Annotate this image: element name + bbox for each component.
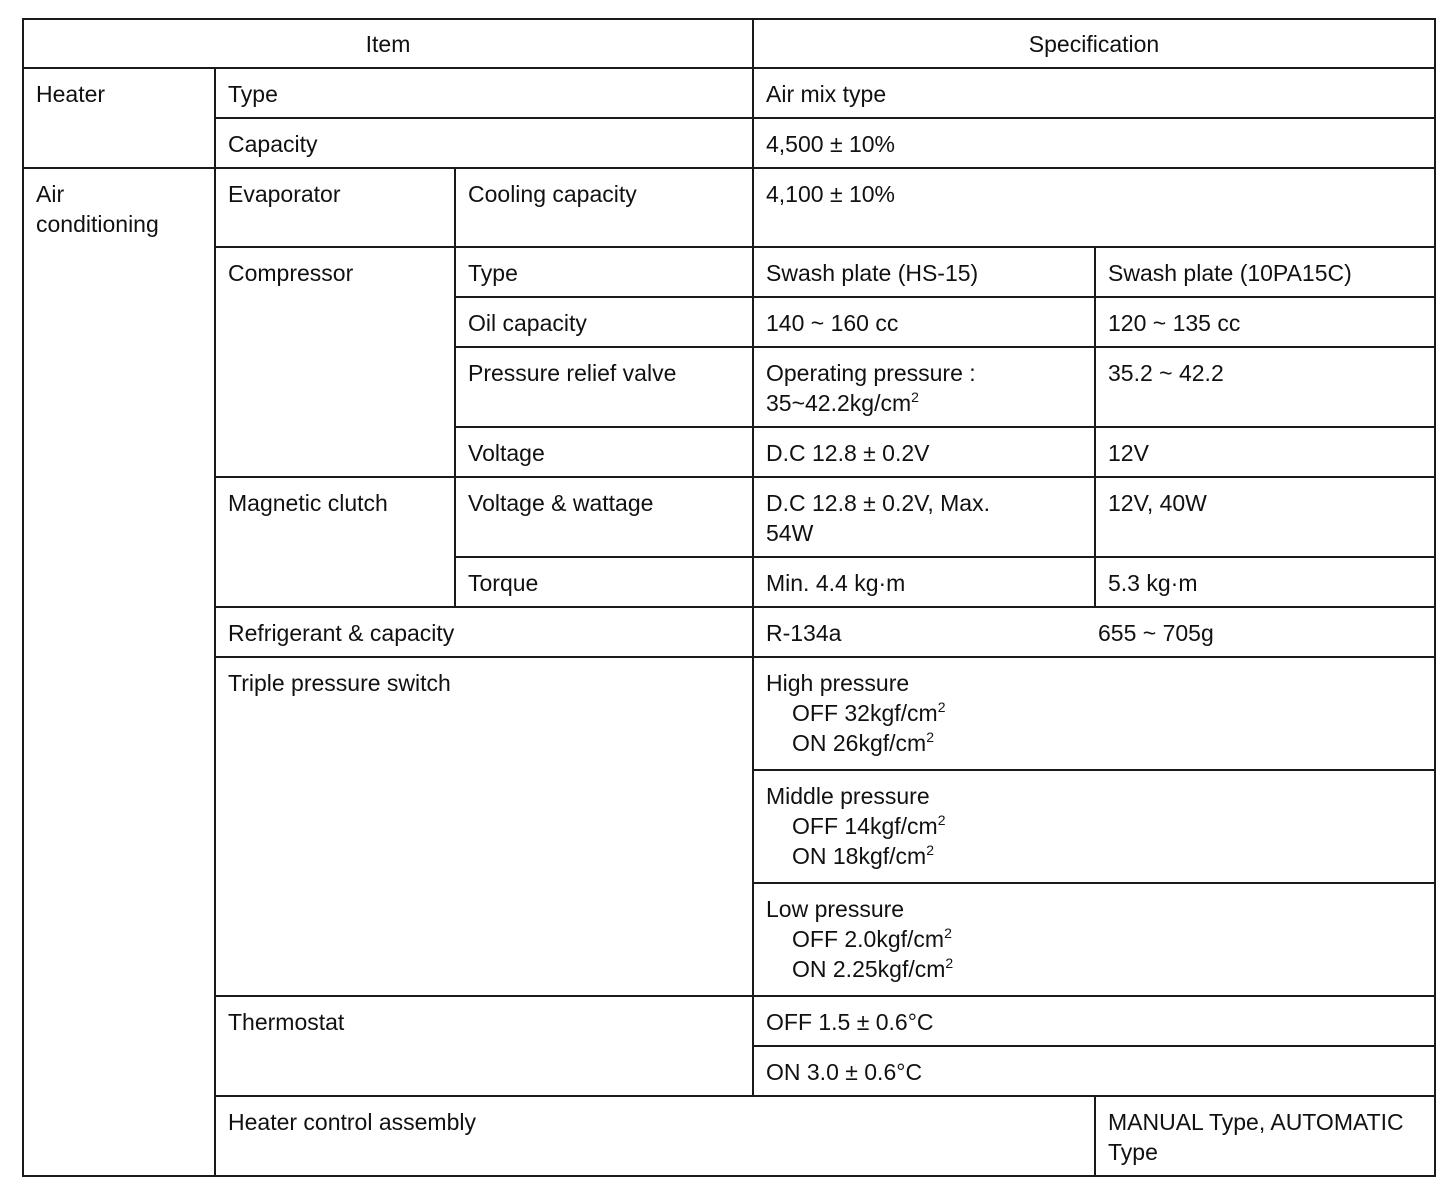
header-specification: Specification (753, 19, 1435, 68)
pressure-relief-a-line1: Operating pressure : (766, 360, 976, 386)
refrigerant-value (753, 607, 1435, 657)
pressure-relief-a (753, 347, 1095, 427)
pressure-relief-a-line2: $35\sim 42.2kg/cm^2$ (766, 389, 919, 416)
thermostat-on: ON 3.0 ± 0.6°C (753, 1046, 1435, 1096)
voltage-b: 12V (1095, 427, 1435, 477)
table-row (23, 996, 1435, 1046)
heater-capacity-label: Capacity (215, 118, 753, 168)
thermostat-label: Thermostat (215, 996, 753, 1096)
table-row (23, 168, 1435, 247)
evaporator-label: Evaporator (215, 168, 455, 247)
heater-control-label: Heater control assembly (215, 1096, 1095, 1176)
torque-b: 5.3 kg·m (1095, 557, 1435, 607)
heater-type-value: Air mix type (753, 68, 1435, 118)
cooling-capacity-label: Cooling capacity (455, 168, 753, 247)
table-row (23, 68, 1435, 118)
table-row (23, 477, 1435, 557)
high-pressure-on: ON $26kgf/cm^2$ (792, 729, 935, 756)
middle-pressure-on: ON $18kgf/cm^2$ (792, 842, 935, 869)
compressor-type-a: Swash plate (HS-15) (753, 247, 1095, 297)
oil-capacity-label: Oil capacity (455, 297, 753, 347)
low-pressure-cell (753, 883, 1435, 996)
middle-pressure-off: OFF $14kgf/cm^2$ (792, 812, 946, 839)
voltage-label: Voltage (455, 427, 753, 477)
low-pressure-title: Low pressure (766, 896, 905, 922)
air-conditioning-label (23, 168, 215, 1176)
voltage-wattage-a (753, 477, 1095, 557)
cooling-capacity-value: 4,100 ± 10% (753, 168, 1435, 247)
specification-table (22, 18, 1436, 1177)
voltage-a: D.C 12.8 ± 0.2V (753, 427, 1095, 477)
table-row (23, 118, 1435, 168)
heater-type-label: Type (215, 68, 753, 118)
refrigerant-type: R-134a (766, 620, 842, 646)
middle-pressure-cell (753, 770, 1435, 883)
oil-capacity-a: 140 ~ 160 cc (753, 297, 1095, 347)
table-row (23, 1096, 1435, 1176)
high-pressure-off: OFF $32kgf/cm^2$ (792, 699, 946, 726)
low-pressure-on: ON $2.25kgf/cm^2$ (792, 955, 954, 982)
torque-label: Torque (455, 557, 753, 607)
spec-sheet (22, 18, 1436, 1177)
torque-a: Min. 4.4 kg·m (753, 557, 1095, 607)
heater-label: Heater (23, 68, 215, 168)
magnetic-clutch-label: Magnetic clutch (215, 477, 455, 607)
oil-capacity-b: 120 ~ 135 cc (1095, 297, 1435, 347)
low-pressure-off: OFF $2.0kgf/cm^2$ (792, 925, 952, 952)
header-item: Item (23, 19, 753, 68)
air-conditioning-label-line2: conditioning (36, 211, 159, 237)
voltage-wattage-label: Voltage & wattage (455, 477, 753, 557)
pressure-relief-b: 35.2 ~ 42.2 (1095, 347, 1435, 427)
voltage-wattage-b: 12V, 40W (1095, 477, 1435, 557)
header-row (23, 19, 1435, 68)
compressor-type-b: Swash plate (10PA15C) (1095, 247, 1435, 297)
compressor-label: Compressor (215, 247, 455, 477)
heater-control-value: MANUAL Type, AUTOMATIC Type (1095, 1096, 1435, 1176)
voltage-wattage-a-line1: D.C 12.8 ± 0.2V, Max. (766, 490, 990, 516)
heater-capacity-value: 4,500 ± 10% (753, 118, 1435, 168)
table-row (23, 607, 1435, 657)
air-conditioning-label-line1: Air (36, 181, 65, 207)
triple-pressure-switch-label: Triple pressure switch (215, 657, 753, 996)
high-pressure-title: High pressure (766, 670, 910, 696)
voltage-wattage-a-line2: 54W (766, 520, 814, 546)
pressure-relief-label: Pressure relief valve (455, 347, 753, 427)
table-row (23, 657, 1435, 770)
high-pressure-cell (753, 657, 1435, 770)
thermostat-off: OFF 1.5 ± 0.6°C (753, 996, 1435, 1046)
refrigerant-label: Refrigerant & capacity (215, 607, 753, 657)
refrigerant-amount: 655 ~ 705g (1098, 620, 1214, 646)
middle-pressure-title: Middle pressure (766, 783, 930, 809)
table-row (23, 247, 1435, 297)
compressor-type-label: Type (455, 247, 753, 297)
